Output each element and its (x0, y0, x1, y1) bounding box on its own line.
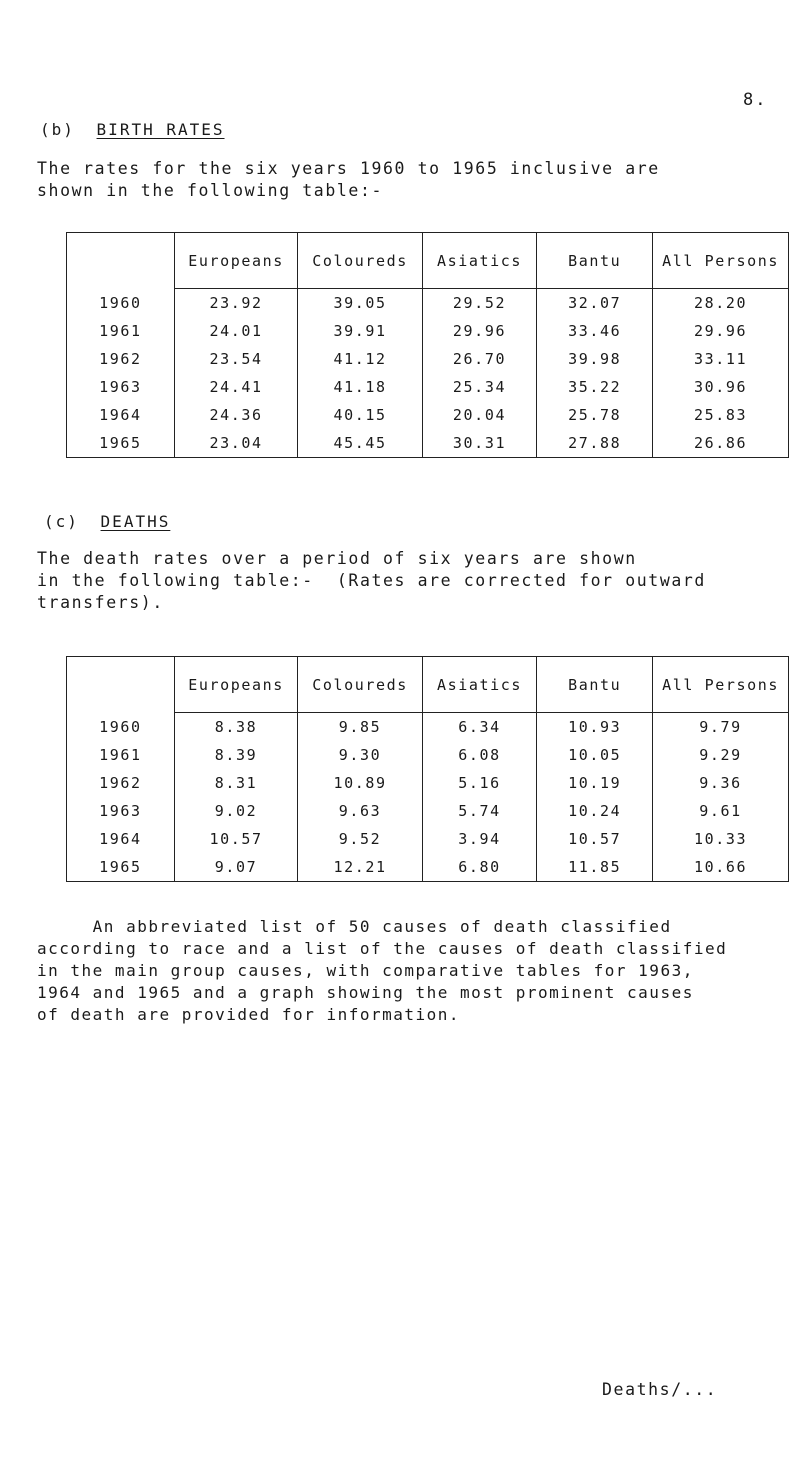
year-header (67, 233, 175, 289)
table-row (67, 373, 789, 401)
year-cell: 1964 (67, 401, 175, 429)
table-row (67, 429, 789, 458)
rate-cell: 3.94 (422, 825, 536, 853)
rate-cell: 33.46 (537, 317, 653, 345)
rate-cell: 39.05 (298, 289, 422, 318)
year-cell: 1963 (67, 797, 175, 825)
rate-cell: 10.19 (537, 769, 653, 797)
column-header: Coloureds (298, 233, 422, 289)
rate-cell: 45.45 (298, 429, 422, 458)
rate-cell: 10.33 (653, 825, 789, 853)
rate-cell: 6.80 (422, 853, 536, 882)
rate-cell: 10.93 (537, 713, 653, 742)
rate-cell: 25.83 (653, 401, 789, 429)
table-row (67, 289, 789, 318)
deaths-heading (44, 512, 170, 531)
year-cell: 1960 (67, 289, 175, 318)
birth-table-header-row (67, 233, 789, 289)
table-row (67, 825, 789, 853)
closing-paragraph: An abbreviated list of 50 causes of death classified according to race and a list of the causes of death classified in the main group causes, with comparative tables for 1963, 1964 and 1965 and a graph showing the most prominent causes of death are provided for information. (37, 917, 728, 1024)
death-rates-table (66, 656, 789, 882)
table-row (67, 769, 789, 797)
rate-cell: 32.07 (537, 289, 653, 318)
column-header: Asiatics (422, 233, 536, 289)
rate-cell: 30.96 (653, 373, 789, 401)
rate-cell: 9.29 (653, 741, 789, 769)
rate-cell: 6.08 (422, 741, 536, 769)
table-row (67, 741, 789, 769)
table-row (67, 317, 789, 345)
rate-cell: 5.74 (422, 797, 536, 825)
year-cell: 1963 (67, 373, 175, 401)
column-header: All Persons (653, 233, 789, 289)
rate-cell: 23.92 (174, 289, 298, 318)
rate-cell: 27.88 (537, 429, 653, 458)
rate-cell: 9.07 (174, 853, 298, 882)
deaths-intro: The death rates over a period of six years are shown in the following table:- (Rates are corrected for outward transfers). (37, 549, 706, 612)
rate-cell: 25.78 (537, 401, 653, 429)
rate-cell: 24.36 (174, 401, 298, 429)
year-cell: 1960 (67, 713, 175, 742)
rate-cell: 11.85 (537, 853, 653, 882)
rate-cell: 12.21 (298, 853, 422, 882)
column-header: Europeans (174, 233, 298, 289)
year-cell: 1961 (67, 317, 175, 345)
rate-cell: 33.11 (653, 345, 789, 373)
rate-cell: 5.16 (422, 769, 536, 797)
column-header: Bantu (537, 233, 653, 289)
rate-cell: 30.31 (422, 429, 536, 458)
rate-cell: 41.18 (298, 373, 422, 401)
rate-cell: 10.66 (653, 853, 789, 882)
column-header: Coloureds (298, 657, 422, 713)
column-header: All Persons (653, 657, 789, 713)
rate-cell: 35.22 (537, 373, 653, 401)
deaths-heading-label: (c) (44, 512, 79, 531)
rate-cell: 9.61 (653, 797, 789, 825)
year-cell: 1961 (67, 741, 175, 769)
rate-cell: 29.52 (422, 289, 536, 318)
deaths-heading-title: DEATHS (100, 512, 171, 531)
rate-cell: 6.34 (422, 713, 536, 742)
table-row (67, 853, 789, 882)
rate-cell: 29.96 (653, 317, 789, 345)
rate-cell: 39.91 (298, 317, 422, 345)
rate-cell: 8.31 (174, 769, 298, 797)
year-header (67, 657, 175, 713)
rate-cell: 8.38 (174, 713, 298, 742)
year-cell: 1962 (67, 345, 175, 373)
birth-heading-label: (b) (40, 120, 75, 139)
table-row (67, 713, 789, 742)
rate-cell: 10.24 (537, 797, 653, 825)
birth-heading-title: BIRTH RATES (96, 120, 225, 139)
rate-cell: 39.98 (537, 345, 653, 373)
rate-cell: 10.57 (174, 825, 298, 853)
rate-cell: 9.79 (653, 713, 789, 742)
year-cell: 1964 (67, 825, 175, 853)
table-row (67, 797, 789, 825)
rate-cell: 8.39 (174, 741, 298, 769)
rate-cell: 28.20 (653, 289, 789, 318)
rate-cell: 24.01 (174, 317, 298, 345)
rate-cell: 40.15 (298, 401, 422, 429)
table-row (67, 345, 789, 373)
death-table-header-row (67, 657, 789, 713)
birth-rates-heading (40, 120, 225, 139)
rate-cell: 29.96 (422, 317, 536, 345)
year-cell: 1962 (67, 769, 175, 797)
rate-cell: 23.04 (174, 429, 298, 458)
year-cell: 1965 (67, 853, 175, 882)
rate-cell: 20.04 (422, 401, 536, 429)
column-header: Asiatics (422, 657, 536, 713)
rate-cell: 9.30 (298, 741, 422, 769)
rate-cell: 10.05 (537, 741, 653, 769)
rate-cell: 23.54 (174, 345, 298, 373)
rate-cell: 41.12 (298, 345, 422, 373)
rate-cell: 25.34 (422, 373, 536, 401)
column-header: Europeans (174, 657, 298, 713)
rate-cell: 24.41 (174, 373, 298, 401)
rate-cell: 9.52 (298, 825, 422, 853)
year-cell: 1965 (67, 429, 175, 458)
rate-cell: 26.70 (422, 345, 536, 373)
birth-rates-table (66, 232, 789, 458)
rate-cell: 9.02 (174, 797, 298, 825)
rate-cell: 10.57 (537, 825, 653, 853)
rate-cell: 9.36 (653, 769, 789, 797)
rate-cell: 9.63 (298, 797, 422, 825)
rate-cell: 10.89 (298, 769, 422, 797)
continuation-note: Deaths/... (602, 1380, 718, 1399)
birth-rates-intro: The rates for the six years 1960 to 1965 inclusive are shown in the following table:- (37, 159, 660, 200)
rate-cell: 26.86 (653, 429, 789, 458)
page-number: 8. (743, 90, 768, 110)
column-header: Bantu (537, 657, 653, 713)
table-row (67, 401, 789, 429)
rate-cell: 9.85 (298, 713, 422, 742)
